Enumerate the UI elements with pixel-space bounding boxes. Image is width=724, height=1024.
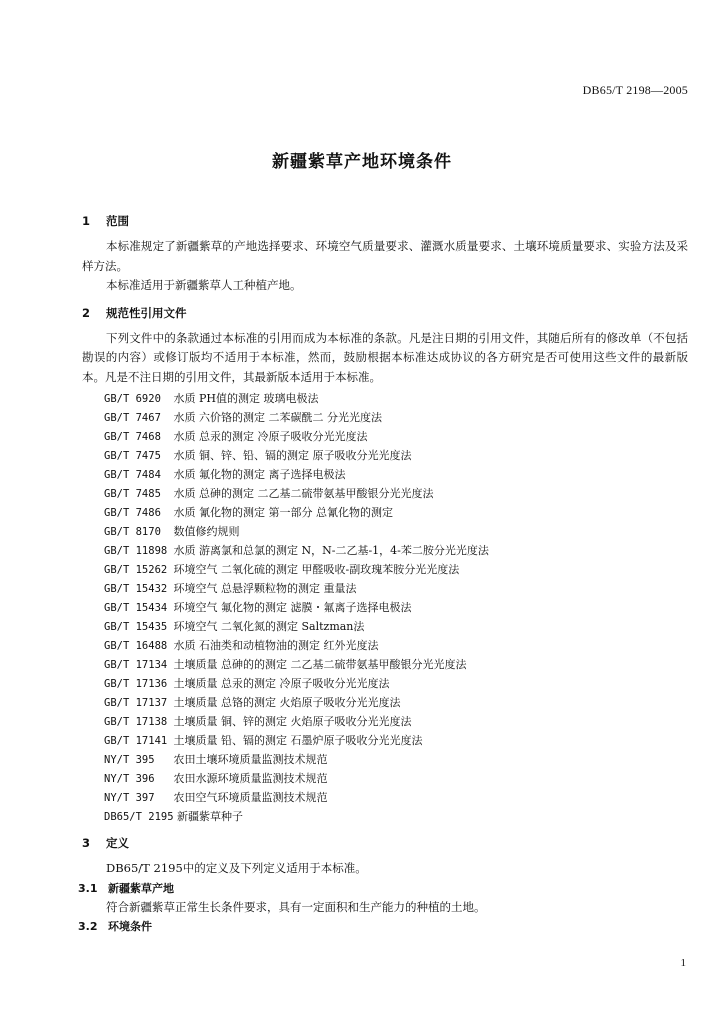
reference-title: 环境空气 氟化物的测定 滤膜・氟离子选择电极法 [173,601,412,614]
reference-code: GB/T 15262 [104,564,168,576]
reference-item [104,636,688,655]
reference-code: DB65/T 2195 [104,811,174,823]
paragraph: 本标准适用于新疆紫草人工种植产地。 [106,278,302,292]
reference-title: 农田空气环境质量监测技术规范 [173,791,328,804]
reference-title: 土壤质量 总铬的测定 火焰原子吸收分光光度法 [173,696,401,709]
reference-item [104,788,688,807]
paragraph: 本标准规定了新疆紫草的产地选择要求、环境空气质量要求、灌溉水质量要求、土壤环境质量要求、实验方法及采样方法。 [82,239,688,273]
reference-code: GB/T 6920 [104,393,161,405]
reference-title: 水质 石油类和动植物油的测定 红外光度法 [173,639,379,652]
reference-item [104,446,688,465]
paragraph: 下列文件中的条款通过本标准的引用而成为本标准的条款。凡是注日期的引用文件，其随后所有的修改单（不包括勘误的内容）或修订版均不适用于本标准，然而，鼓励根据本标准达成协议的各方研究是否可使用这些文件的最新版本。凡是不注日期的引用文件，其最新版本适用于本标准。 [82,330,688,384]
standard-code: DB65/T 2198—2005 [582,83,688,97]
reference-item [104,807,688,826]
reference-item [104,617,688,636]
reference-title: 土壤质量 总砷的的测定 二乙基二硫带氨基甲酸银分光光度法 [173,658,467,671]
reference-item [104,541,688,560]
reference-title: 环境空气 二氧化硫的测定 甲醛吸收-副玫瑰苯胺分光光度法 [173,563,460,576]
reference-code: GB/T 7485 [104,488,161,500]
reference-title: 水质 铜、锌、铅、镉的测定 原子吸收分光光度法 [173,449,412,462]
reference-item [104,427,688,446]
reference-code: GB/T 7467 [104,412,161,424]
reference-code: GB/T 15434 [104,602,168,614]
section-number: 2 [82,305,91,320]
section-number: 3 [82,836,91,850]
section-3-heading [82,834,688,853]
reference-code: GB/T 7475 [104,450,161,462]
reference-code: GB/T 17141 [104,735,168,747]
reference-item [104,560,688,579]
reference-item [104,389,688,408]
reference-item [104,731,688,750]
reference-code: GB/T 17136 [104,678,168,690]
subsection-3-2-heading [78,917,688,936]
reference-code: GB/T 15435 [104,621,168,633]
section-title: 规范性引用文件 [106,305,187,320]
reference-item [104,712,688,731]
reference-title: 水质 六价铬的测定 二苯碳酰二 分光光度法 [173,411,382,424]
reference-title: 水质 总砷的测定 二乙基二硫带氨基甲酸银分光光度法 [173,487,434,500]
paragraph: 符合新疆紫草正常生长条件要求，具有一定面积和生产能力的种植的土地。 [106,899,486,914]
reference-item [104,579,688,598]
subsection-title: 新疆紫草产地 [108,881,174,895]
reference-title: 水质 游离氯和总氯的测定 N，N-二乙基-1，4-苯二胺分光光度法 [173,544,489,557]
reference-item [104,750,688,769]
reference-list [104,389,688,826]
reference-code: NY/T 397 [104,792,155,804]
paragraph: DB65/T 2195中的定义及下列定义适用于本标准。 [106,861,367,875]
reference-code: GB/T 16488 [104,640,168,652]
reference-title: 水质 氟化物的测定 离子选择电极法 [173,468,346,481]
reference-item [104,408,688,427]
section-number: 1 [82,214,91,228]
reference-code: GB/T 7484 [104,469,161,481]
reference-title: 环境空气 二氧化氮的测定 Saltzman法 [173,620,365,633]
reference-item [104,484,688,503]
reference-item [104,522,688,541]
document-title: 新疆紫草产地环境条件 [272,152,452,172]
reference-item [104,503,688,522]
section-1-heading [82,212,688,231]
reference-code: GB/T 15432 [104,583,168,595]
reference-code: NY/T 395 [104,754,155,766]
reference-item [104,655,688,674]
reference-code: GB/T 7486 [104,507,161,519]
reference-item [104,674,688,693]
reference-title: 土壤质量 总汞的测定 冷原子吸收分光光度法 [173,677,390,690]
reference-title: 水质 氰化物的测定 第一部分 总氰化物的测定 [173,506,393,519]
reference-code: GB/T 17138 [104,716,168,728]
reference-item [104,693,688,712]
reference-item [104,598,688,617]
reference-item [104,769,688,788]
reference-title: 数值修约规则 [173,525,240,538]
reference-code: NY/T 396 [104,773,155,785]
subsection-title: 环境条件 [108,920,152,933]
subsection-3-1-heading [78,879,688,898]
reference-item [104,465,688,484]
page-number: 1 [680,957,686,969]
reference-title: 新疆紫草种子 [177,810,244,823]
reference-title: 土壤质量 铜、锌的测定 火焰原子吸收分光光度法 [173,715,412,728]
document-body [78,204,688,936]
subsection-number: 3.2 [78,920,98,933]
reference-code: GB/T 11898 [104,545,168,557]
reference-code: GB/T 17137 [104,697,168,709]
section-2-heading [82,304,688,323]
reference-code: GB/T 7468 [104,431,161,443]
section-title: 定义 [106,836,129,850]
reference-title: 土壤质量 铅、镉的测定 石墨炉原子吸收分光光度法 [173,734,423,747]
reference-title: 水质 总汞的测定 冷原子吸收分光光度法 [173,430,368,443]
reference-title: 环境空气 总悬浮颗粒物的测定 重量法 [173,582,357,595]
reference-title: 农田土壤环境质量监测技术规范 [173,753,328,766]
reference-title: 农田水源环境质量监测技术规范 [173,772,328,785]
reference-code: GB/T 17134 [104,659,168,671]
reference-title: 水质 PH值的测定 玻璃电极法 [173,392,319,405]
subsection-number: 3.1 [78,881,98,895]
reference-code: GB/T 8170 [104,526,161,538]
section-title: 范围 [106,214,129,228]
